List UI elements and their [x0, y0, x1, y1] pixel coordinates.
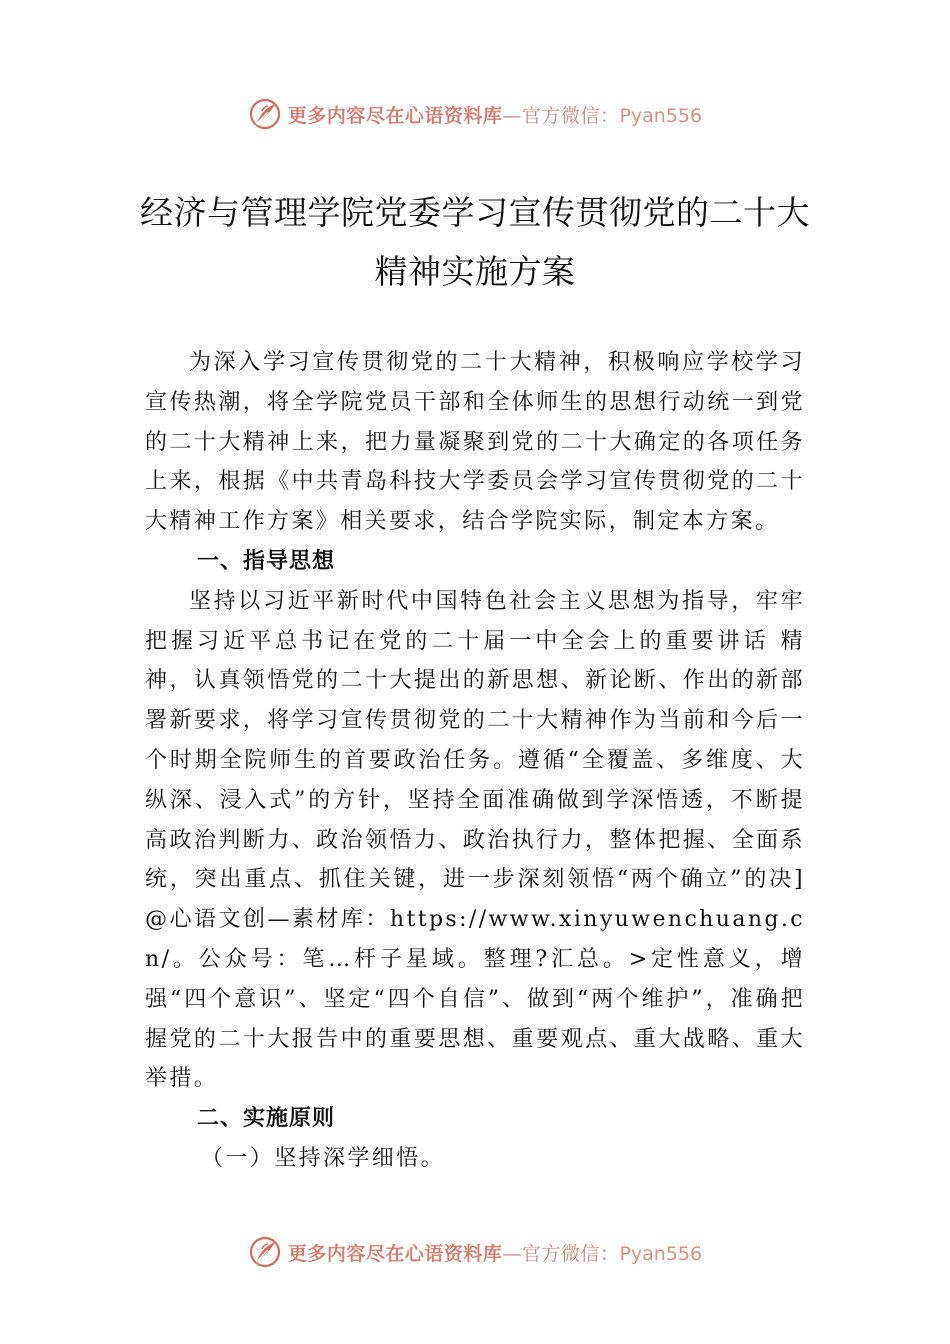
watermark-official-label: 官方微信： [521, 104, 620, 127]
section-heading-principles: 二、实施原则 [197, 1106, 336, 1132]
watermark-separator: — [502, 104, 522, 127]
watermark-text [288, 1239, 702, 1266]
feather-logo-icon [248, 97, 282, 131]
footer-watermark [0, 1232, 950, 1272]
section-heading-guiding-ideology: 一、指导思想 [197, 548, 336, 574]
intro-paragraph: 为深入学习宣传贯彻党的二十大精神，积极响应学校学习宣传热潮，将全学院党员干部和全体师生的思想行动统一到党的二十大精神上来，把力量凝聚到党的二十大确定的各项任务上来，根据《中共青岛科技大学委员会学习宣传贯彻党的二十大精神工作方案》相关要求，结合学院实际，制定本方案。 [145, 350, 805, 535]
watermark-brand: 更多内容尽在心语资料库 [287, 1242, 503, 1265]
header-watermark [0, 94, 950, 134]
watermark-official-label: 官方微信： [521, 1242, 620, 1265]
guiding-ideology-paragraph: 坚持以习近平新时代中国特色社会主义思想为指导，牢牢把握习近平总书记在党的二十届一中全会上的重要讲话 精神，认真领悟党的二十大提出的新思想、新论断、作出的新部署新要求，将学习宣传贯彻党的二十大精神作为当前和今后一个时期全院师生的首要政治任务。遵循“全覆盖、多维度、大纵深、浸入式”的方针，坚持全面准确做到学深悟透，不断提高政治判断力、政治领悟力、政治执行力，整体把握、全面系统，突出重点、抓住关键，进一步深刻领悟“两个确立”的决]@心语文创—素材库：https://www.xinyuwenchuang.cn/。公众号：笔…杆子星域。整理?汇总。>定性意义，增强“四个意识”、坚定“四个自信”、做到“两个维护”，准确把握党的二十大报告中的重要思想、重要观点、重大战略、重大举措。 [145, 588, 805, 1092]
watermark-wechat-id: Pyan556 [619, 104, 703, 127]
watermark-separator: — [502, 1242, 522, 1265]
watermark-text [288, 101, 702, 128]
watermark-wechat-id: Pyan556 [619, 1242, 703, 1265]
feather-logo-icon [248, 1235, 282, 1269]
document-body [145, 343, 805, 1179]
document-title: 经济与管理学院党委学习宣传贯彻党的二十大精神实施方案 [140, 193, 810, 291]
watermark-brand: 更多内容尽在心语资料库 [287, 104, 503, 127]
principle-item-1: （一）坚持深学细悟。 [201, 1145, 446, 1171]
